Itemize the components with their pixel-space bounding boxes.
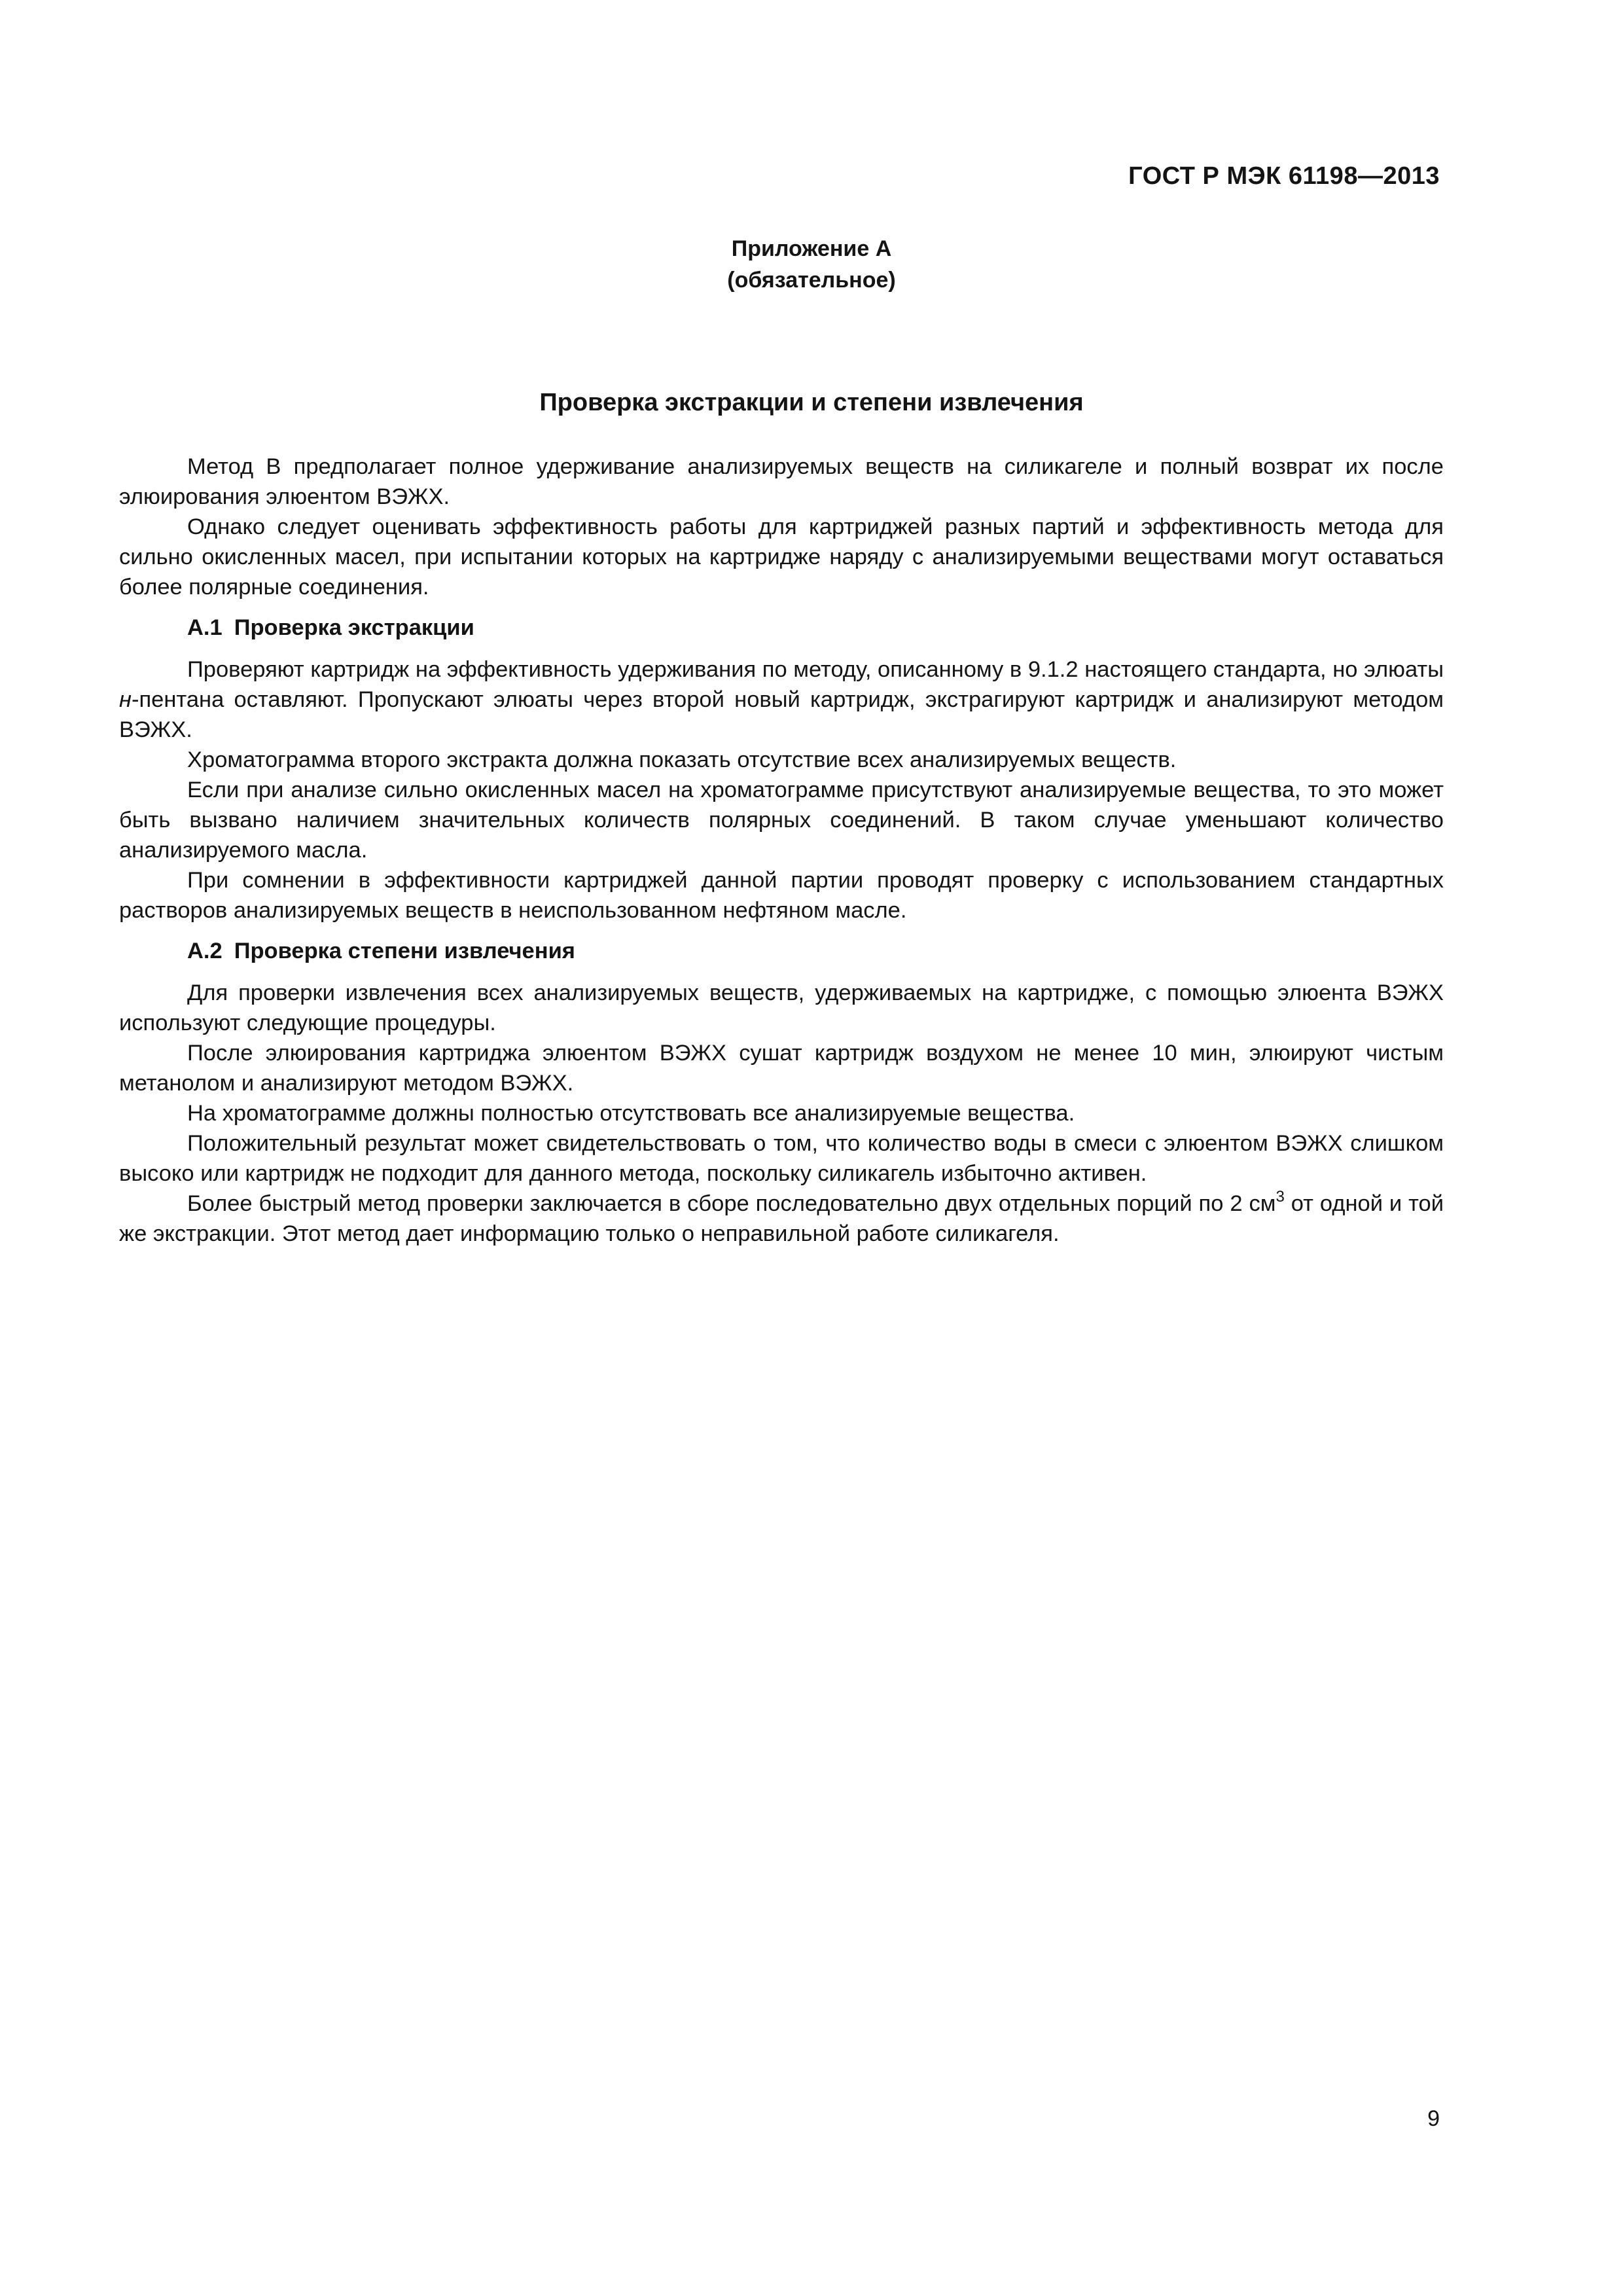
appendix-label: Приложение А [731, 236, 892, 261]
document-body [119, 452, 1444, 1249]
section-a2-paragraph-1: Для проверки извлечения всех анализируемых веществ, удерживаемых на картридже, с помощью элюента ВЭЖХ используют следующие процедуры. [119, 980, 1444, 1035]
superscript-3: 3 [1275, 1188, 1285, 1206]
section-a1-paragraph-4: При сомнении в эффективности картриджей данной партии проводят проверку с использованием стандартных растворов анализируемых веществ в неиспользованном нефтяном масле. [119, 868, 1444, 923]
document-code: ГОСТ Р МЭК 61198—2013 [1128, 162, 1440, 190]
section-a1-heading [119, 613, 1444, 643]
section-a2-title: Проверка степени извлечения [234, 939, 575, 963]
intro-paragraph-1: Метод В предполагает полное удерживание анализируемых веществ на силикагеле и полный возврат их после элюирования элюентом ВЭЖХ. [119, 454, 1444, 509]
section-a1-title: Проверка экстракции [234, 615, 474, 640]
appendix-status: (обязательное) [727, 268, 896, 293]
intro-paragraph-2: Однако следует оценивать эффективность работы для картриджей разных партий и эффективность метода для сильно окисленных масел, при испытании которых на картридже наряду с анализируемыми веществами могут оставаться более полярные соединения. [119, 514, 1444, 600]
section-a2-heading [119, 936, 1444, 966]
section-a2-paragraph-5-part-2: от одной и той же экстракции. Этот метод дает информацию только о неправильной работе силикагеля. [119, 1191, 1444, 1246]
appendix-heading [0, 233, 1623, 296]
section-a2-paragraph-4: Положительный результат может свидетельствовать о том, что количество воды в смеси с элюентом ВЭЖХ слишком высоко или картридж не подходит для данного метода, поскольку силикагель избыточно активен. [119, 1131, 1444, 1186]
section-a1-paragraph-1 [119, 655, 1444, 745]
page-number: 9 [1427, 2106, 1440, 2131]
section-a1-paragraph-1-part-1: Проверяют картридж на эффективность удерживания по методу, описанному в 9.1.2 настоящего стандарта, но элюаты [187, 657, 1444, 682]
section-a2-paragraph-3: На хроматограмме должны полностью отсутствовать все анализируемые вещества. [187, 1101, 1075, 1126]
section-a2-number: А.2 [187, 939, 223, 963]
appendix-title: Проверка экстракции и степени извлечения [539, 389, 1084, 416]
section-a2-paragraph-5 [119, 1189, 1444, 1249]
section-a1-number: А.1 [187, 615, 223, 640]
section-a1-paragraph-1-part-2: -пентана оставляют. Пропускают элюаты через второй новый картридж, экстрагируют картридж и анализируют методом ВЭЖХ. [119, 687, 1444, 742]
section-a1-paragraph-3: Если при анализе сильно окисленных масел на хроматограмме присутствуют анализируемые вещества, то это может быть вызвано наличием значительных количеств полярных соединений. В таком случае уменьшают количество анализируемого масла. [119, 778, 1444, 863]
italic-n-prefix: н [119, 687, 132, 712]
section-a2-paragraph-5-part-1: Более быстрый метод проверки заключается в сборе последовательно двух отдельных порций по 2 см [187, 1191, 1276, 1216]
section-a1-paragraph-2: Хроматограмма второго экстракта должна показать отсутствие всех анализируемых веществ. [187, 747, 1177, 772]
section-a2-paragraph-2: После элюирования картриджа элюентом ВЭЖХ сушат картридж воздухом не менее 10 мин, элюируют чистым метанолом и анализируют методом ВЭЖХ. [119, 1041, 1444, 1096]
